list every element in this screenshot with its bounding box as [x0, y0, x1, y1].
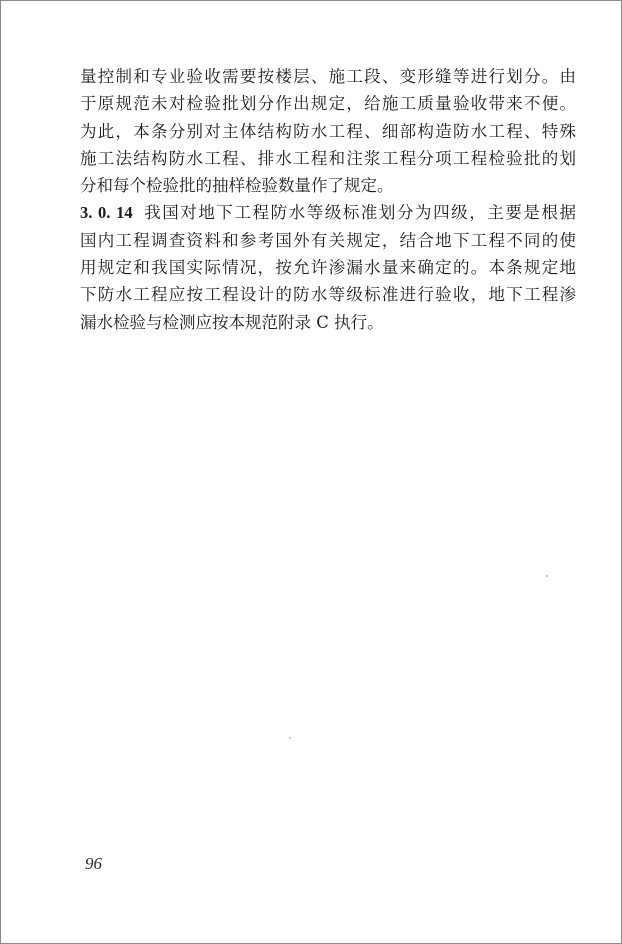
- text-line: 量控制和专业验收需要按楼层、施工段、变形缝等进行划分。由: [80, 67, 576, 86]
- clause-number: 3. 0. 14: [80, 203, 133, 223]
- text-line: 国内工程调查资料和参考国外有关规定，结合地下工程不同的使: [80, 230, 576, 250]
- text-line: 下防水工程应按工程设计的防水等级标准进行验收，地下工程渗: [80, 285, 576, 305]
- text-line: 用规定和我国实际情况，按允许渗漏水量来确定的。本条规定地: [80, 258, 576, 278]
- body-text: [80, 63, 576, 336]
- text-line: 分和每个检验批的抽样检验数量作了规定。: [80, 176, 394, 196]
- page-number: 96: [85, 854, 102, 873]
- text-line: 漏水检验与检测应按本规范附录 C 执行。: [80, 312, 384, 332]
- text-line: 于原规范未对检验批划分作出规定，给施工质量验收带来不便。: [80, 94, 576, 114]
- text-line: 施工法结构防水工程、排水工程和注浆工程分项工程检验批的划: [80, 148, 576, 168]
- text-line: 为此，本条分别对主体结构防水工程、细部构造防水工程、特殊: [80, 121, 576, 141]
- scan-speck: [546, 575, 548, 577]
- clause-text: 我国对地下工程防水等级标准划分为四级，主要是根据: [142, 203, 577, 223]
- scan-speck: [289, 737, 291, 739]
- clause-first-line: [80, 199, 576, 226]
